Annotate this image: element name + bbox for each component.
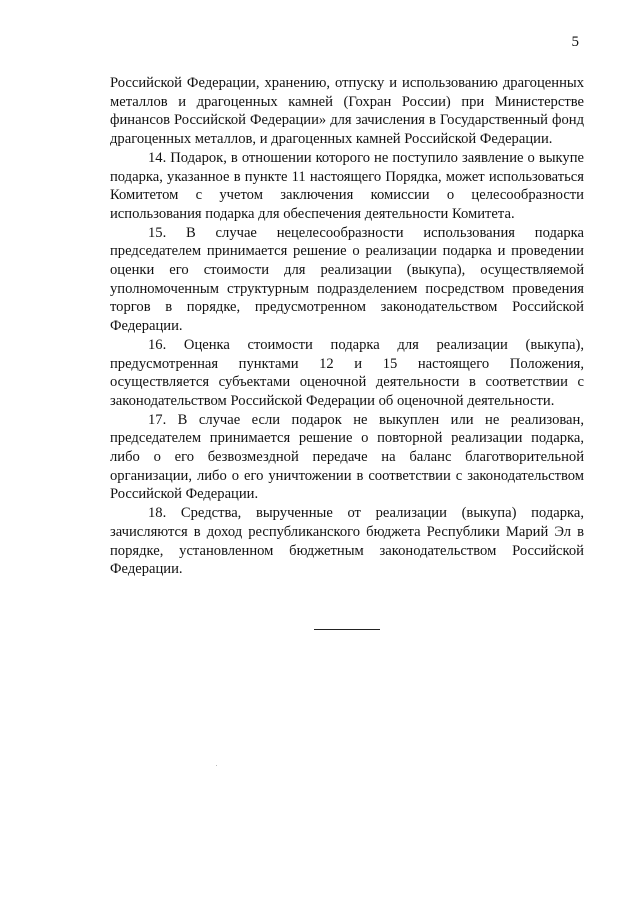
paragraph-17: 17. В случае если подарок не выкуплен или не реализован, председателем принимается решение о повторной реализации подарка, либо о его безвозмездной передаче на баланс благотворительной организации, либо о его уничтожении в соответствии с законодательством Российской Федерации. — [110, 411, 584, 503]
paragraph-15: 15. В случае нецелесообразности использования подарка председателем принимается решение о реализации подарка и проведении оценки его стоимости для реализации (выкупа), осуществляемой уполномоченным структурным подразделением посредством проведения торгов в порядке, предусмотренном законодательством Российской Федерации. — [110, 224, 584, 335]
paragraph-18: 18. Средства, вырученные от реализации (выкупа) подарка, зачисляются в доход республиканского бюджета Республики Марий Эл в порядке, установленном бюджетным законодательством Российской Федерации. — [110, 505, 584, 578]
document-body — [110, 74, 584, 579]
paragraph-14: 14. Подарок, в отношении которого не поступило заявление о выкупе подарка, указанное в пункте 11 настоящего Порядка, может использоваться Комитетом с учетом заключения комиссии о целесообразности использования подарка для обеспечения деятельности Комитета. — [110, 149, 584, 222]
page-number: 5 — [571, 34, 579, 50]
paragraph-16: 16. Оценка стоимости подарка для реализации (выкупа), предусмотренная пунктами 12 и 15 настоящего Положения, осуществляется субъектами оценочной деятельности в соответствии с законодательством Российской Федерации об оценочной деятельности. — [110, 336, 584, 409]
paragraph-continuation: Российской Федерации, хранению, отпуску и использованию драгоценных металлов и драгоценных камней (Гохран России) при Министерстве финансов Российской Федерации» для зачисления в Государственный фонд драгоценных металлов, и драгоценных камней Российской Федерации. — [110, 75, 584, 148]
scan-speck — [216, 765, 217, 766]
end-of-document-line — [314, 629, 380, 630]
